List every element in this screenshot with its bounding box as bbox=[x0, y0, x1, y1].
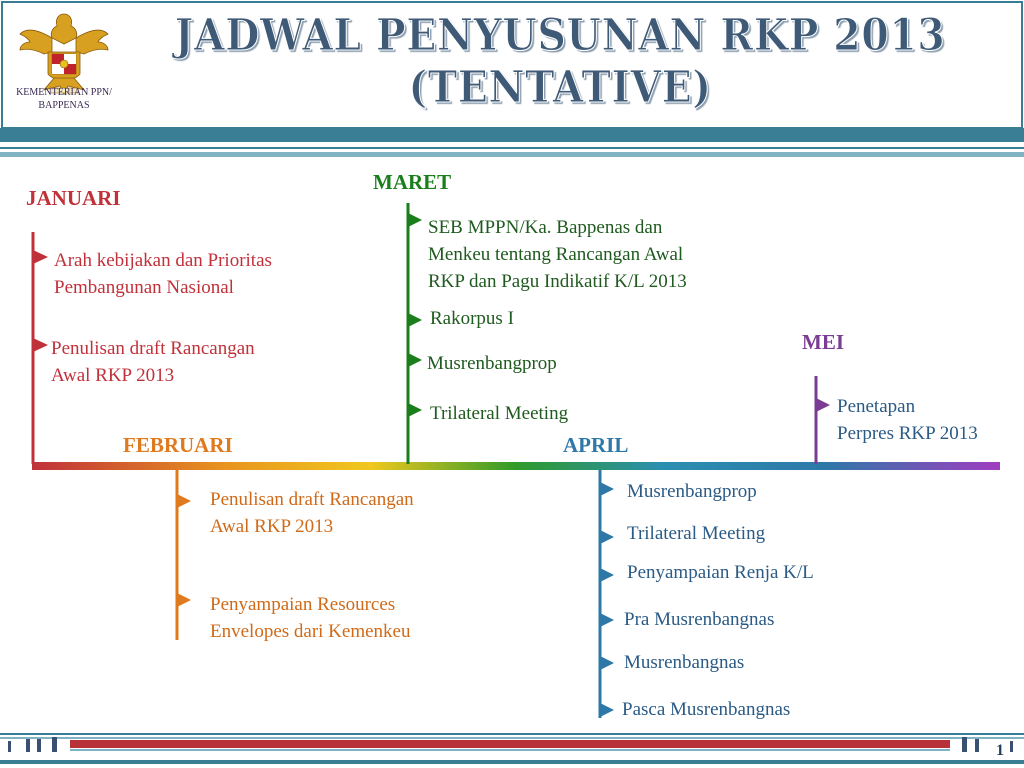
januari-item: Awal RKP 2013 bbox=[51, 365, 175, 386]
april-item: Pasca Musrenbangnas bbox=[622, 699, 791, 720]
logo-caption-line1: KEMENTERIAN PPN/ bbox=[16, 87, 112, 98]
april-item: Pra Musrenbangnas bbox=[624, 609, 775, 630]
april-item: Musrenbangprop bbox=[627, 481, 757, 502]
maret-marker-2 bbox=[408, 313, 422, 327]
januari-item: Pembangunan Nasional bbox=[54, 277, 234, 298]
april-item: Penyampaian Renja K/L bbox=[627, 562, 814, 583]
maret-item: RKP dan Pagu Indikatif K/L 2013 bbox=[428, 271, 687, 292]
april-marker-1 bbox=[600, 482, 614, 496]
maret-marker-1 bbox=[408, 213, 422, 227]
april-marker-5 bbox=[600, 656, 614, 670]
januari-marker-1 bbox=[33, 250, 48, 264]
februari-item: Penulisan draft Rancangan bbox=[210, 489, 414, 510]
maret-marker-3 bbox=[408, 353, 422, 367]
month-februari: FEBRUARI bbox=[123, 433, 233, 457]
februari-marker-1 bbox=[177, 494, 191, 508]
februari-item: Awal RKP 2013 bbox=[210, 516, 334, 537]
maret-item: Trilateral Meeting bbox=[430, 403, 569, 424]
maret-item: Menkeu tentang Rancangan Awal bbox=[428, 244, 684, 265]
month-januari: JANUARI bbox=[26, 186, 121, 210]
month-april: APRIL bbox=[563, 433, 629, 457]
mei-item: Perpres RKP 2013 bbox=[837, 423, 978, 444]
februari-item: Envelopes dari Kemenkeu bbox=[210, 621, 411, 642]
april-marker-6 bbox=[600, 703, 614, 717]
timeline-axis bbox=[32, 462, 1000, 470]
month-maret: MARET bbox=[373, 170, 452, 194]
januari-item: Arah kebijakan dan Prioritas bbox=[54, 250, 272, 271]
januari-item: Penulisan draft Rancangan bbox=[51, 338, 255, 359]
maret-marker-4 bbox=[408, 403, 422, 417]
april-marker-4 bbox=[600, 613, 614, 627]
title-line1: JADWAL PENYUSUNAN RKP 2013 bbox=[174, 10, 946, 61]
maret-item: Rakorpus I bbox=[430, 308, 514, 329]
mei-item: Penetapan bbox=[837, 396, 916, 417]
footer-band bbox=[70, 740, 950, 748]
title-line2: (TENTATIVE) bbox=[408, 62, 712, 113]
page-number: 1 bbox=[996, 742, 1004, 759]
logo-caption-line2: BAPPENAS bbox=[38, 100, 90, 111]
april-marker-2 bbox=[600, 530, 614, 544]
april-marker-3 bbox=[600, 568, 614, 582]
februari-item: Penyampaian Resources bbox=[210, 594, 396, 615]
april-item: Trilateral Meeting bbox=[627, 523, 766, 544]
februari-marker-2 bbox=[177, 593, 191, 607]
maret-item: Musrenbangprop bbox=[427, 353, 557, 374]
januari-marker-2 bbox=[33, 338, 48, 352]
mei-marker-1 bbox=[816, 398, 830, 412]
april-item: Musrenbangnas bbox=[624, 652, 745, 673]
month-mei: MEI bbox=[802, 330, 844, 354]
maret-item: SEB MPPN/Ka. Bappenas dan bbox=[428, 217, 663, 238]
